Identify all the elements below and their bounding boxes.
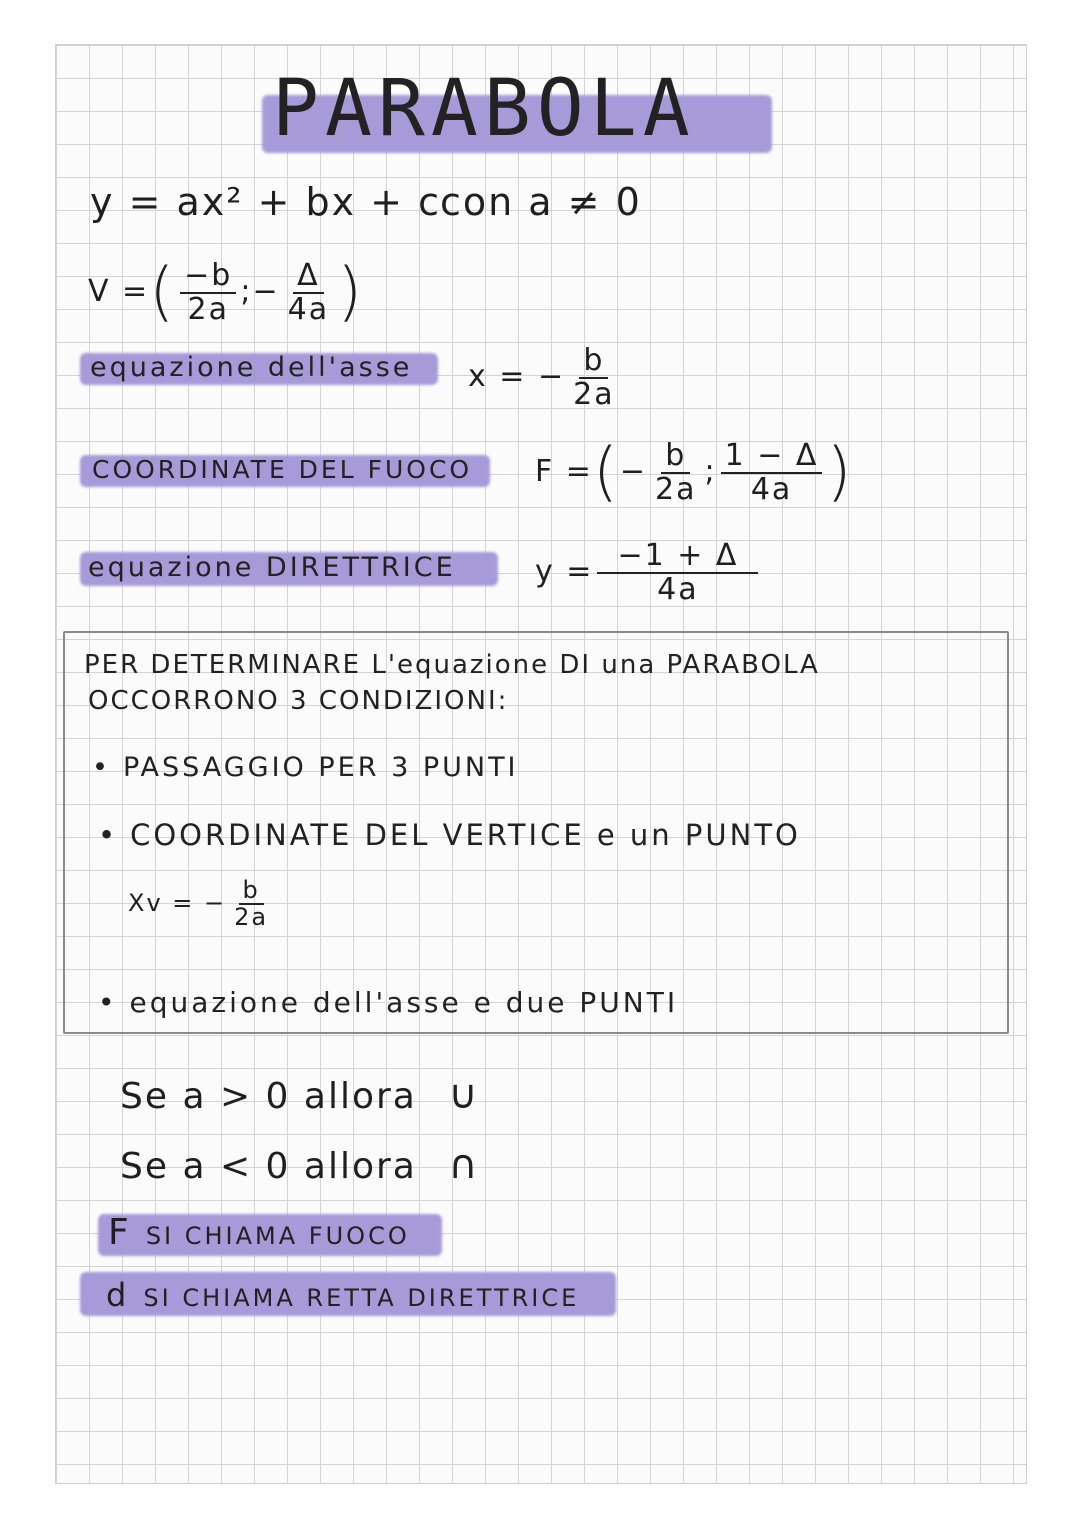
- page-title: PARABOLA: [272, 64, 696, 154]
- vertex-y-den: 4a: [287, 291, 330, 327]
- directrix-def-text: SI CHIAMA RETTA DIRETTRICE: [143, 1284, 580, 1312]
- directrix-prefix: y =: [535, 554, 594, 589]
- focus-label: COORDINATE DEL FUOCO: [92, 455, 473, 484]
- close-paren: ): [337, 255, 365, 330]
- conditions-intro-line1: PER DETERMINARE L'equazione DI una PARABOLA: [84, 650, 820, 680]
- condition-item-1: • PASSAGGIO PER 3 PUNTI: [92, 752, 519, 783]
- condition-item-2: • COORDINATE DEL VERTICE e un PUNTO: [98, 818, 801, 852]
- focus-x-num: b: [661, 440, 690, 474]
- focus-x-fraction: [651, 440, 700, 505]
- vertex-x-num: −b: [180, 260, 236, 294]
- xv-den: 2a: [234, 903, 269, 932]
- axis-prefix: x = −: [468, 359, 566, 394]
- directrix-label: equazione DIRETTRICE: [88, 552, 456, 583]
- directrix-den: 4a: [657, 571, 699, 607]
- parabola-down-icon: ∩: [448, 1142, 480, 1188]
- focus-open-paren: (: [592, 435, 620, 510]
- directrix-formula: [535, 540, 762, 605]
- concavity-positive: [120, 1072, 480, 1118]
- focus-def-text: SI CHIAMA FUOCO: [145, 1222, 410, 1250]
- directrix-num: −1 + Δ: [597, 540, 758, 574]
- xv-fraction: [230, 878, 272, 930]
- condition-item-3: • equazione dell'asse e due PUNTI: [98, 986, 678, 1019]
- vertex-x-fraction: [180, 260, 236, 325]
- general-equation-condition: con a ≠ 0: [440, 180, 642, 224]
- xv-num: b: [239, 878, 264, 905]
- focus-definition: [108, 1212, 410, 1253]
- axis-num: b: [579, 345, 608, 379]
- vertex-y-sign: −: [252, 274, 280, 309]
- axis-label: equazione dell'asse: [90, 352, 413, 383]
- conditions-intro-line2: OCCORRONO 3 CONDIZIONI:: [88, 686, 509, 716]
- focus-formula: [535, 435, 854, 510]
- focus-prefix: F =: [535, 454, 593, 489]
- focus-separator: ;: [704, 454, 717, 489]
- xv-prefix: Xv = −: [128, 889, 227, 918]
- focus-y-num: 1 − Δ: [721, 440, 823, 474]
- directrix-letter: d: [106, 1276, 129, 1314]
- vertex-prefix: V =: [88, 274, 150, 309]
- directrix-fraction: [597, 540, 758, 605]
- general-equation: y = ax² + bx + c: [90, 180, 441, 224]
- focus-y-fraction: [721, 440, 823, 505]
- vertex-y-num: Δ: [293, 260, 324, 294]
- focus-letter: F: [108, 1212, 131, 1253]
- vertex-formula: [88, 255, 365, 330]
- vertex-y-fraction: [284, 260, 333, 325]
- vertex-x-den: 2a: [187, 291, 229, 327]
- focus-x-sign: −: [619, 454, 648, 489]
- focus-y-den: 4a: [750, 471, 793, 507]
- focus-x-den: 2a: [655, 471, 697, 507]
- concavity-negative: [120, 1142, 480, 1188]
- concavity-negative-text: Se a < 0 allora: [120, 1146, 417, 1187]
- axis-fraction: [569, 345, 618, 410]
- open-paren: (: [149, 255, 177, 330]
- xv-formula: [128, 878, 276, 930]
- parabola-up-icon: ∪: [448, 1072, 480, 1118]
- axis-den: 2a: [573, 376, 615, 412]
- focus-close-paren: ): [826, 435, 854, 510]
- directrix-definition: [106, 1276, 579, 1314]
- concavity-positive-text: Se a > 0 allora: [120, 1076, 417, 1117]
- axis-formula: [468, 345, 623, 410]
- vertex-separator: ;: [240, 274, 253, 309]
